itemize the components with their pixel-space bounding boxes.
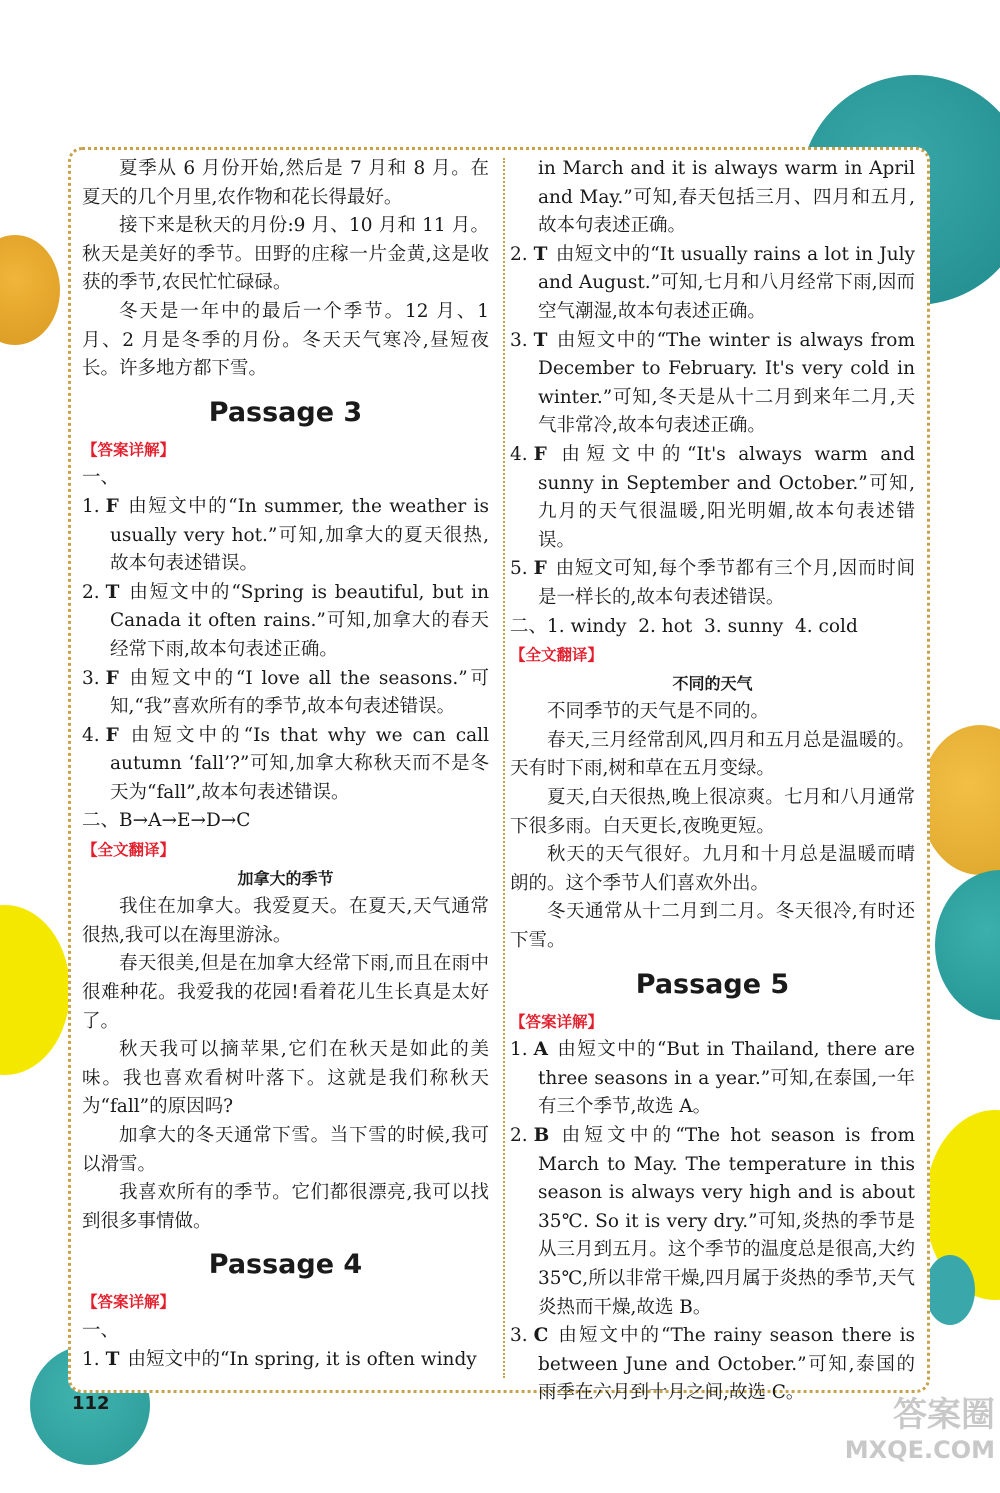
- answer-item: [510, 555, 915, 612]
- answer-item: [510, 241, 915, 327]
- answer-letter: F: [105, 667, 119, 689]
- decorative-circle: [935, 870, 1000, 1020]
- answer-item: [82, 722, 489, 808]
- translation-tag: 【全文翻译】: [82, 841, 176, 860]
- translation-paragraph: 加拿大的冬天通常下雪。当下雪的时候,我可以滑雪。: [82, 1125, 489, 1175]
- decorative-circle: [0, 905, 70, 1075]
- translation-title: 不同的天气: [672, 673, 753, 693]
- answer-letter: F: [533, 558, 547, 580]
- intro-paragraph: 冬天是一年中的最后一个季节。12 月、1 月、2 月是冬季的月份。冬天天气寒冷,昼短夜长。许多地方都下雪。: [82, 300, 489, 380]
- intro-paragraph: 接下来是秋天的月份:9 月、10 月和 11 月。秋天是美好的季节。田野的庄稼一片金黄,这是收获的季节,农民忙忙碌碌。: [82, 215, 489, 294]
- answer-text: 由短文中的“But in Thailand, there are three seasons in a year.”可知,在泰国,一年有三个季节,故选 A。: [538, 1039, 915, 1118]
- decorative-circle: [925, 1255, 975, 1325]
- answer-text: 由短文中的“The hot season is from March to May. The temperature in this season is always very high and is about 35℃. So it is very dry.”可知,炎热的季节是从三月到五月。这个季节的温度总是很高,大约 35℃,所以非常干燥,四月属于炎热的季节,天气炎热而干燥,故选 B。: [538, 1125, 915, 1318]
- item-number: 3.: [510, 1325, 528, 1347]
- answer-letter: F: [533, 443, 547, 465]
- answer-letter: T: [533, 329, 548, 351]
- translation-paragraph: 不同季节的天气是不同的。: [547, 701, 770, 723]
- column-divider: [503, 158, 505, 1378]
- section-label: 一、: [82, 1319, 120, 1341]
- right-column: [510, 155, 915, 1408]
- item-number: 2.: [82, 581, 100, 603]
- answer-letter: F: [105, 724, 119, 746]
- translation-paragraph: 夏天,白天很热,晚上很凉爽。七月和八月通常下很多雨。白天更长,夜晚更短。: [510, 787, 915, 837]
- item-number: 2.: [510, 1125, 528, 1146]
- answer-tag: 【答案详解】: [510, 1012, 604, 1031]
- translation-paragraph: 秋天我可以摘苹果,它们在秋天是如此的美味。我也喜欢看树叶落下。这就是我们称秋天为“fall”的原因吗?: [82, 1039, 489, 1118]
- intro-paragraph: 夏季从 6 月份开始,然后是 7 月和 8 月。在夏天的几个月里,农作物和花长得最好。: [82, 158, 489, 208]
- translation-paragraph: 冬天通常从十二月到二月。冬天很冷,有时还下雪。: [510, 901, 915, 952]
- translation-title: 加拿大的季节: [237, 868, 334, 888]
- passage-title: Passage 5: [635, 968, 790, 1000]
- answer-text: 由短文中的“The winter is always from December to February. It's very cold in winter.”可知,冬天是从十二月到来年二月,天气非常冷,故本句表述正确。: [538, 329, 915, 437]
- answer-text: 由短文中的“Is that why we can call autumn ‘fall’?”可知,加拿大称秋天而不是冬天为“fall”,故本句表述错误。: [110, 724, 489, 803]
- answer-text: 由短文中的“It usually rains a lot in July and August.”可知,七月和八月经常下雨,因而空气潮湿,故本句表述正确。: [538, 243, 915, 322]
- answer-item: [82, 579, 489, 665]
- passage-title: Passage 3: [208, 396, 363, 428]
- answer-letter: A: [533, 1039, 549, 1061]
- answer-item: [82, 665, 489, 722]
- answer-letter: F: [105, 495, 119, 517]
- answer-text: 由短文中的“Spring is beautiful, but in Canada it often rains.”可知,加拿大的春天经常下雨,故本句表述正确。: [110, 581, 489, 660]
- item-number: 1.: [82, 1348, 100, 1370]
- answer-tag: 【答案详解】: [82, 1293, 176, 1312]
- answer-item: [510, 1122, 915, 1322]
- item-number: 4.: [510, 443, 528, 465]
- decorative-circle: [0, 235, 60, 345]
- answer-letter: T: [105, 581, 120, 603]
- answer-letter: C: [533, 1325, 549, 1347]
- translation-paragraph: 我住在加拿大。我爱夏天。在夏天,天气通常很热,我可以在海里游泳。: [82, 896, 489, 946]
- answer-text-continued: in March and it is always warm in April and May.”可知,春天包括三月、四月和五月,故本句表述正确。: [538, 158, 915, 237]
- section-label: 一、: [82, 467, 120, 489]
- item-number: 3.: [510, 329, 528, 351]
- item-number: 4.: [82, 724, 100, 746]
- answer-text: 由短文中的“In spring, it is often windy: [127, 1348, 477, 1370]
- translation-paragraph: 秋天的天气很好。九月和十月总是温暖而晴朗的。这个季节人们喜欢外出。: [510, 844, 915, 894]
- left-column: [82, 155, 489, 1374]
- answer-text: 由短文中的“The rainy season there is between June and October.”可知,泰国的雨季在六月到十月之间,故选 C。: [538, 1325, 915, 1404]
- item-number: 5.: [510, 558, 528, 580]
- answer-text: 由短文可知,每个季节都有三个月,因而时间是一样长的,故本句表述错误。: [538, 558, 915, 608]
- answer-item: [510, 441, 915, 555]
- decorative-circle: [920, 725, 1000, 875]
- translation-paragraph: 春天很美,但是在加拿大经常下雨,而且在雨中很难种花。我爱我的花园!看着花儿生长真是太好了。: [82, 953, 489, 1032]
- answer-item: [82, 493, 489, 579]
- answer-letter: T: [105, 1348, 120, 1370]
- answer-letter: T: [533, 243, 548, 265]
- item-number: 3.: [82, 667, 100, 689]
- item-number: 1.: [82, 495, 100, 517]
- answer-item: [510, 1036, 915, 1122]
- page-number: 112: [72, 1393, 110, 1414]
- answer-item: [510, 327, 915, 441]
- translation-tag: 【全文翻译】: [510, 646, 604, 665]
- answer-text: 由短文中的“In summer, the weather is usually very hot.”可知,加拿大的夏天很热,故本句表述错误。: [110, 495, 489, 575]
- passage-title: Passage 4: [208, 1249, 363, 1281]
- watermark: [815, 1395, 995, 1465]
- answer-text: 由短文中的“I love all the seasons.”可知,“我”喜欢所有的季节,故本句表述错误。: [110, 667, 489, 718]
- section-label: 二、B→A→E→D→C: [82, 810, 251, 832]
- answer-item: [82, 1346, 489, 1375]
- translation-paragraph: 春天,三月经常刮风,四月和五月总是温暖的。天有时下雨,树和草在五月变绿。: [510, 729, 915, 780]
- item-number: 2.: [510, 243, 528, 265]
- translation-paragraph: 我喜欢所有的季节。它们都很漂亮,我可以找到很多事情做。: [82, 1182, 489, 1232]
- answer-text: 由短文中的“It's always warm and sunny in September and October.”可知,九月的天气很温暖,阳光明媚,故本句表述错误。: [538, 443, 915, 551]
- watermark-text: 答案圈: [893, 1395, 995, 1435]
- section-label: 二、1. windy 2. hot 3. sunny 4. cold: [510, 615, 858, 637]
- answer-letter: B: [533, 1125, 550, 1146]
- answer-tag: 【答案详解】: [82, 440, 176, 459]
- item-number: 1.: [510, 1039, 528, 1061]
- watermark-url: MXQE.COM: [844, 1436, 995, 1464]
